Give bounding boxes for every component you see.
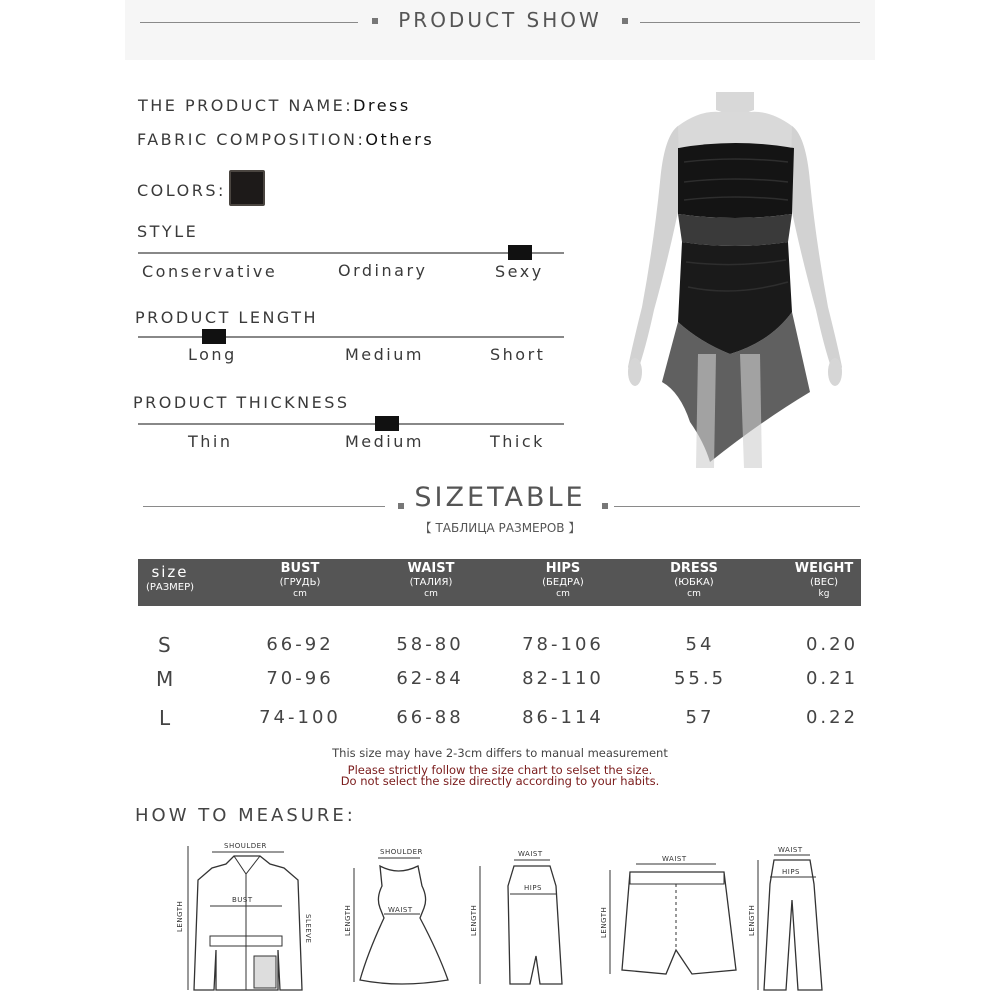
product-name-label: THE PRODUCT NAME: bbox=[138, 96, 354, 115]
header-bust bbox=[250, 561, 350, 600]
thickness-option-medium: Medium bbox=[345, 432, 424, 451]
row-m-hips: 82-110 bbox=[522, 668, 604, 689]
row-s-waist: 58-80 bbox=[396, 634, 464, 655]
header-bust-ru: (ГРУДЬ) bbox=[279, 577, 321, 588]
header-waist-main: WAIST bbox=[407, 561, 455, 576]
header-dress-unit: cm bbox=[687, 589, 701, 599]
size-chart-warning-2: Do not select the size directly according to your habits. bbox=[340, 774, 660, 788]
fabric-row bbox=[137, 130, 434, 149]
thickness-option-thin: Thin bbox=[188, 432, 233, 451]
header-dress bbox=[644, 561, 744, 600]
row-m-size: M bbox=[156, 667, 174, 691]
header-size-ru: (РАЗМЕР) bbox=[145, 582, 195, 593]
fabric-label: FABRIC COMPOSITION: bbox=[137, 130, 366, 149]
row-m-weight: 0.21 bbox=[805, 668, 859, 689]
header-bust-unit: cm bbox=[293, 589, 307, 599]
sizetable-dot-right bbox=[602, 503, 608, 509]
measurement-note: This size may have 2-3cm differs to manual measurement bbox=[332, 746, 668, 760]
header-weight-main: WEIGHT bbox=[794, 561, 854, 576]
row-s-bust: 66-92 bbox=[266, 634, 334, 655]
row-m-bust: 70-96 bbox=[266, 668, 334, 689]
pants-length-label: LENGTH bbox=[748, 904, 756, 936]
dress-length-label: LENGTH bbox=[344, 904, 352, 936]
skirt-measure-diagram bbox=[470, 846, 582, 992]
jacket-shoulder-label: SHOULDER bbox=[224, 842, 267, 850]
sizetable-title: SIZETABLE bbox=[414, 482, 586, 513]
header-size bbox=[140, 563, 200, 594]
header-dress-ru: (ЮБКА) bbox=[674, 577, 714, 588]
banner-title: PRODUCT SHOW bbox=[398, 8, 602, 32]
length-option-short: Short bbox=[490, 345, 546, 364]
how-to-measure-title: HOW TO MEASURE: bbox=[135, 805, 356, 826]
product-photo bbox=[620, 92, 850, 468]
product-name-row bbox=[138, 96, 411, 115]
skirt-hips-label: HIPS bbox=[524, 884, 542, 892]
thickness-option-thick: Thick bbox=[490, 432, 545, 451]
sizetable-subtitle: 【 ТАБЛИЦА РАЗМЕРОВ 】 bbox=[419, 521, 581, 535]
header-bust-main: BUST bbox=[280, 561, 320, 576]
skirt-length-label: LENGTH bbox=[470, 904, 478, 936]
row-l-weight: 0.22 bbox=[805, 707, 859, 728]
sizetable-divider-right bbox=[614, 506, 860, 507]
row-l-dress: 57 bbox=[685, 707, 715, 728]
shorts-waist-label: WAIST bbox=[662, 855, 687, 863]
row-s-dress: 54 bbox=[685, 634, 715, 655]
shorts-measure-diagram bbox=[600, 850, 744, 978]
fabric-value: Others bbox=[365, 130, 435, 149]
length-marker bbox=[202, 329, 226, 344]
length-option-medium: Medium bbox=[345, 345, 424, 364]
header-dress-main: DRESS bbox=[670, 561, 718, 576]
row-m-dress: 55.5 bbox=[673, 668, 727, 689]
shorts-length-label: LENGTH bbox=[600, 906, 608, 938]
header-hips-ru: (БЕДРА) bbox=[542, 577, 584, 588]
row-m-waist: 62-84 bbox=[396, 668, 464, 689]
dress-waist-label: WAIST bbox=[388, 906, 413, 914]
row-l-size: L bbox=[159, 706, 171, 730]
header-waist-unit: cm bbox=[424, 589, 438, 599]
length-option-long: Long bbox=[188, 345, 237, 364]
header-hips-unit: cm bbox=[556, 589, 570, 599]
row-l-waist: 66-88 bbox=[396, 707, 464, 728]
jacket-length-label: LENGTH bbox=[176, 900, 184, 932]
size-chart-warning-1: Please strictly follow the size chart to selset the size. bbox=[347, 763, 653, 777]
jacket-sleeve-label: SLEEVE bbox=[304, 914, 312, 944]
pants-measure-diagram bbox=[748, 840, 832, 996]
header-waist bbox=[381, 561, 481, 600]
style-scale-line bbox=[138, 252, 564, 254]
skirt-waist-label: WAIST bbox=[518, 850, 543, 858]
row-l-hips: 86-114 bbox=[522, 707, 604, 728]
style-option-sexy: Sexy bbox=[495, 262, 544, 281]
row-s-size: S bbox=[158, 633, 171, 657]
thickness-scale-line bbox=[138, 423, 564, 425]
header-weight-unit: kg bbox=[818, 589, 830, 599]
style-label: STYLE bbox=[137, 222, 199, 241]
header-waist-ru: (ТАЛИЯ) bbox=[409, 577, 453, 588]
header-weight bbox=[774, 561, 874, 600]
pants-hips-label: HIPS bbox=[782, 868, 800, 876]
style-option-ordinary: Ordinary bbox=[338, 261, 428, 280]
color-swatch-black[interactable] bbox=[229, 170, 265, 206]
dress-shoulder-label: SHOULDER bbox=[380, 848, 423, 856]
divider-right bbox=[640, 22, 860, 23]
header-weight-ru: (ВЕС) bbox=[810, 577, 838, 588]
style-option-conservative: Conservative bbox=[142, 262, 278, 281]
thickness-marker bbox=[375, 416, 399, 431]
divider-dot-right bbox=[622, 18, 628, 24]
jacket-measure-diagram bbox=[174, 840, 324, 992]
header-hips bbox=[513, 561, 613, 600]
size-table-header bbox=[138, 559, 861, 606]
product-name-value: Dress bbox=[353, 96, 411, 115]
row-s-weight: 0.20 bbox=[805, 634, 859, 655]
length-label: PRODUCT LENGTH bbox=[135, 308, 319, 327]
row-l-bust: 74-100 bbox=[259, 707, 341, 728]
colors-label: COLORS: bbox=[137, 181, 226, 200]
row-s-hips: 78-106 bbox=[522, 634, 604, 655]
jacket-bust-label: BUST bbox=[232, 896, 253, 904]
style-marker bbox=[508, 245, 532, 260]
header-hips-main: HIPS bbox=[545, 561, 581, 576]
dress-measure-diagram bbox=[342, 842, 452, 992]
thickness-label: PRODUCT THICKNESS bbox=[133, 393, 350, 412]
pants-waist-label: WAIST bbox=[778, 846, 803, 854]
header-size-main: size bbox=[151, 563, 189, 581]
